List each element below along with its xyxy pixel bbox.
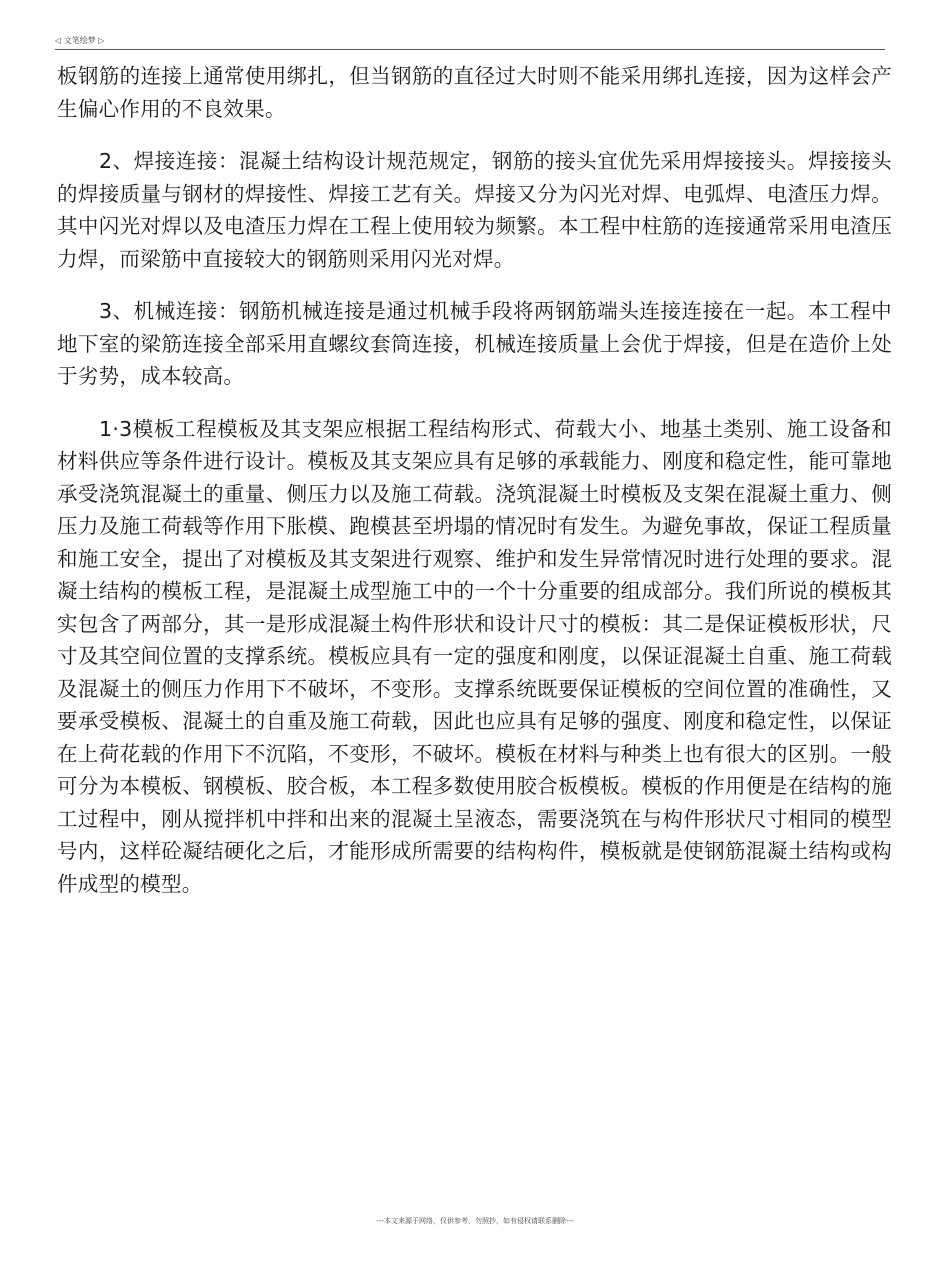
page-header: [55, 35, 885, 50]
paragraph-formwork-engineering: 1·3模板工程模板及其支架应根据工程结构形式、荷载大小、地基土类别、施工设备和材料供应等条件进行设计。模板及其支架应具有足够的承载能力、刚度和稳定性，能可靠地承受浇筑混凝土的重量、侧压力以及施工荷载。浇筑混凝土时模板及支架在混凝土重力、侧压力及施工荷载等作用下胀模、跑模甚至坍塌的情况时有发生。为避免事故，保证工程质量和施工安全，提出了对模板及其支架进行观察、维护和发生异常情况时进行处理的要求。混凝土结构的模板工程，是混凝土成型施工中的一个十分重要的组成部分。我们所说的模板其实包含了两部分，其一是形成混凝土构件形状和设计尺寸的模板：其二是保证模板形状，尺寸及其空间位置的支撑系统。模板应具有一定的强度和刚度，以保证混凝土自重、施工荷载及混凝土的侧压力作用下不破坏，不变形。支撑系统既要保证模板的空间位置的准确性，又要承受模板、混凝土的自重及施工荷载，因此也应具有足够的强度、刚度和稳定性，以保证在上荷花载的作用下不沉陷，不变形，不破坏。模板在材料与种类上也有很大的区别。一般可分为本模板、钢模板、胶合板，本工程多数使用胶合板模板。模板的作用便是在结构的施工过程中，刚从搅拌机中拌和出来的混凝土呈液态，需要浇筑在与构件形状尺寸相同的模型号内，这样砼凝结硬化之后，才能形成所需要的结构构件，模板就是使钢筋混凝土结构或构件成型的模型。: [57, 416, 892, 896]
page-footer: ---本文来源于网络，仅供参考，勿照抄，如有侵权请联系删除---: [376, 1217, 574, 1225]
paragraph-welding-connection: 2、焊接连接：混凝土结构设计规范规定，钢筋的接头宜优先采用焊接接头。焊接接头的焊接质量与钢材的焊接性、焊接工艺有关。焊接又分为闪光对焊、电弧焊、电渣压力焊。其中闪光对焊以及电渣压力焊在工程上使用较为频繁。本工程中柱筋的连接通常采用电渣压力焊，而梁筋中直接较大的钢筋则采用闪光对焊。: [57, 149, 892, 271]
document-body: [57, 60, 892, 900]
header-logo-text: ◁ 文笔绘梦 ▷: [55, 36, 105, 45]
paragraph-mechanical-connection: 3、机械连接：钢筋机械连接是通过机械手段将两钢筋端头连接连接在一起。本工程中地下室的梁筋连接全部采用直螺纹套筒连接，机械连接质量上会优于焊接，但是在造价上处于劣势，成本较高。: [57, 299, 892, 388]
paragraph-continued-binding: 板钢筋的连接上通常使用绑扎，但当钢筋的直径过大时则不能采用绑扎连接，因为这样会产生偏心作用的不良效果。: [57, 64, 892, 121]
